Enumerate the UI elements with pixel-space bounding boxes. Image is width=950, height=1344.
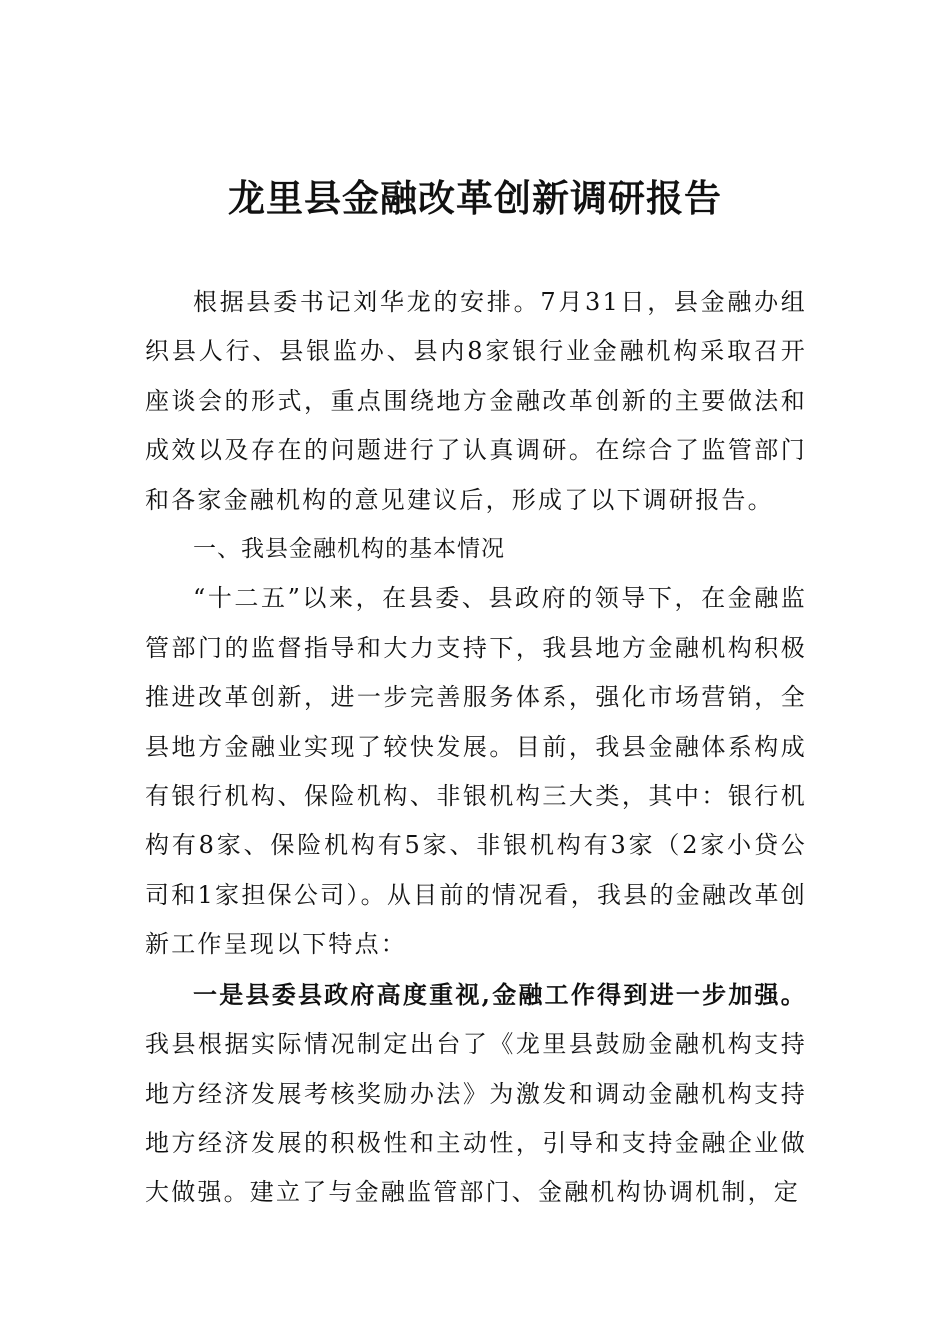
point-1-lead: 一是县委县政府高度重视,金融工作得到进一步加强。 [193,979,807,1009]
intro-paragraph: 根据县委书记刘华龙的安排。7月31日，县金融办组织县人行、县银监办、县内8家银行业金融机构采取召开座谈会的形式，重点围绕地方金融改革创新的主要做法和成效以及存在的问题进行了认真调研。在综合了监管部门和各家金融机构的意见建议后，形成了以下调研报告。 [145,288,807,514]
point-1-body: 我县根据实际情况制定出台了《龙里县鼓励金融机构支持地方经济发展考核奖励办法》为激发和调动金融机构支持地方经济发展的积极性和主动性，引导和支持金融企业做大做强。建立了与金融监管部门、金融机构协调机制，定 [145,1030,807,1207]
section-1-paragraph: “十二五”以来，在县委、县政府的领导下，在金融监管部门的监督指导和大力支持下，我县地方金融机构积极推进改革创新，进一步完善服务体系，强化市场营销，全县地方金融业实现了较快发展。目前，我县金融体系构成有银行机构、保险机构、非银机构三大类，其中：银行机构有8家、保险机构有5家、非银机构有3家（2家小贷公司和1家担保公司）。从目前的情况看，我县的金融改革创新工作呈现以下特点： [145,584,807,959]
document-body [145,278,807,1218]
point-1-paragraph [145,970,807,1218]
document-title: 龙里县金融改革创新调研报告 [228,176,722,220]
section-heading-1: 一、我县金融机构的基本情况 [193,536,505,563]
